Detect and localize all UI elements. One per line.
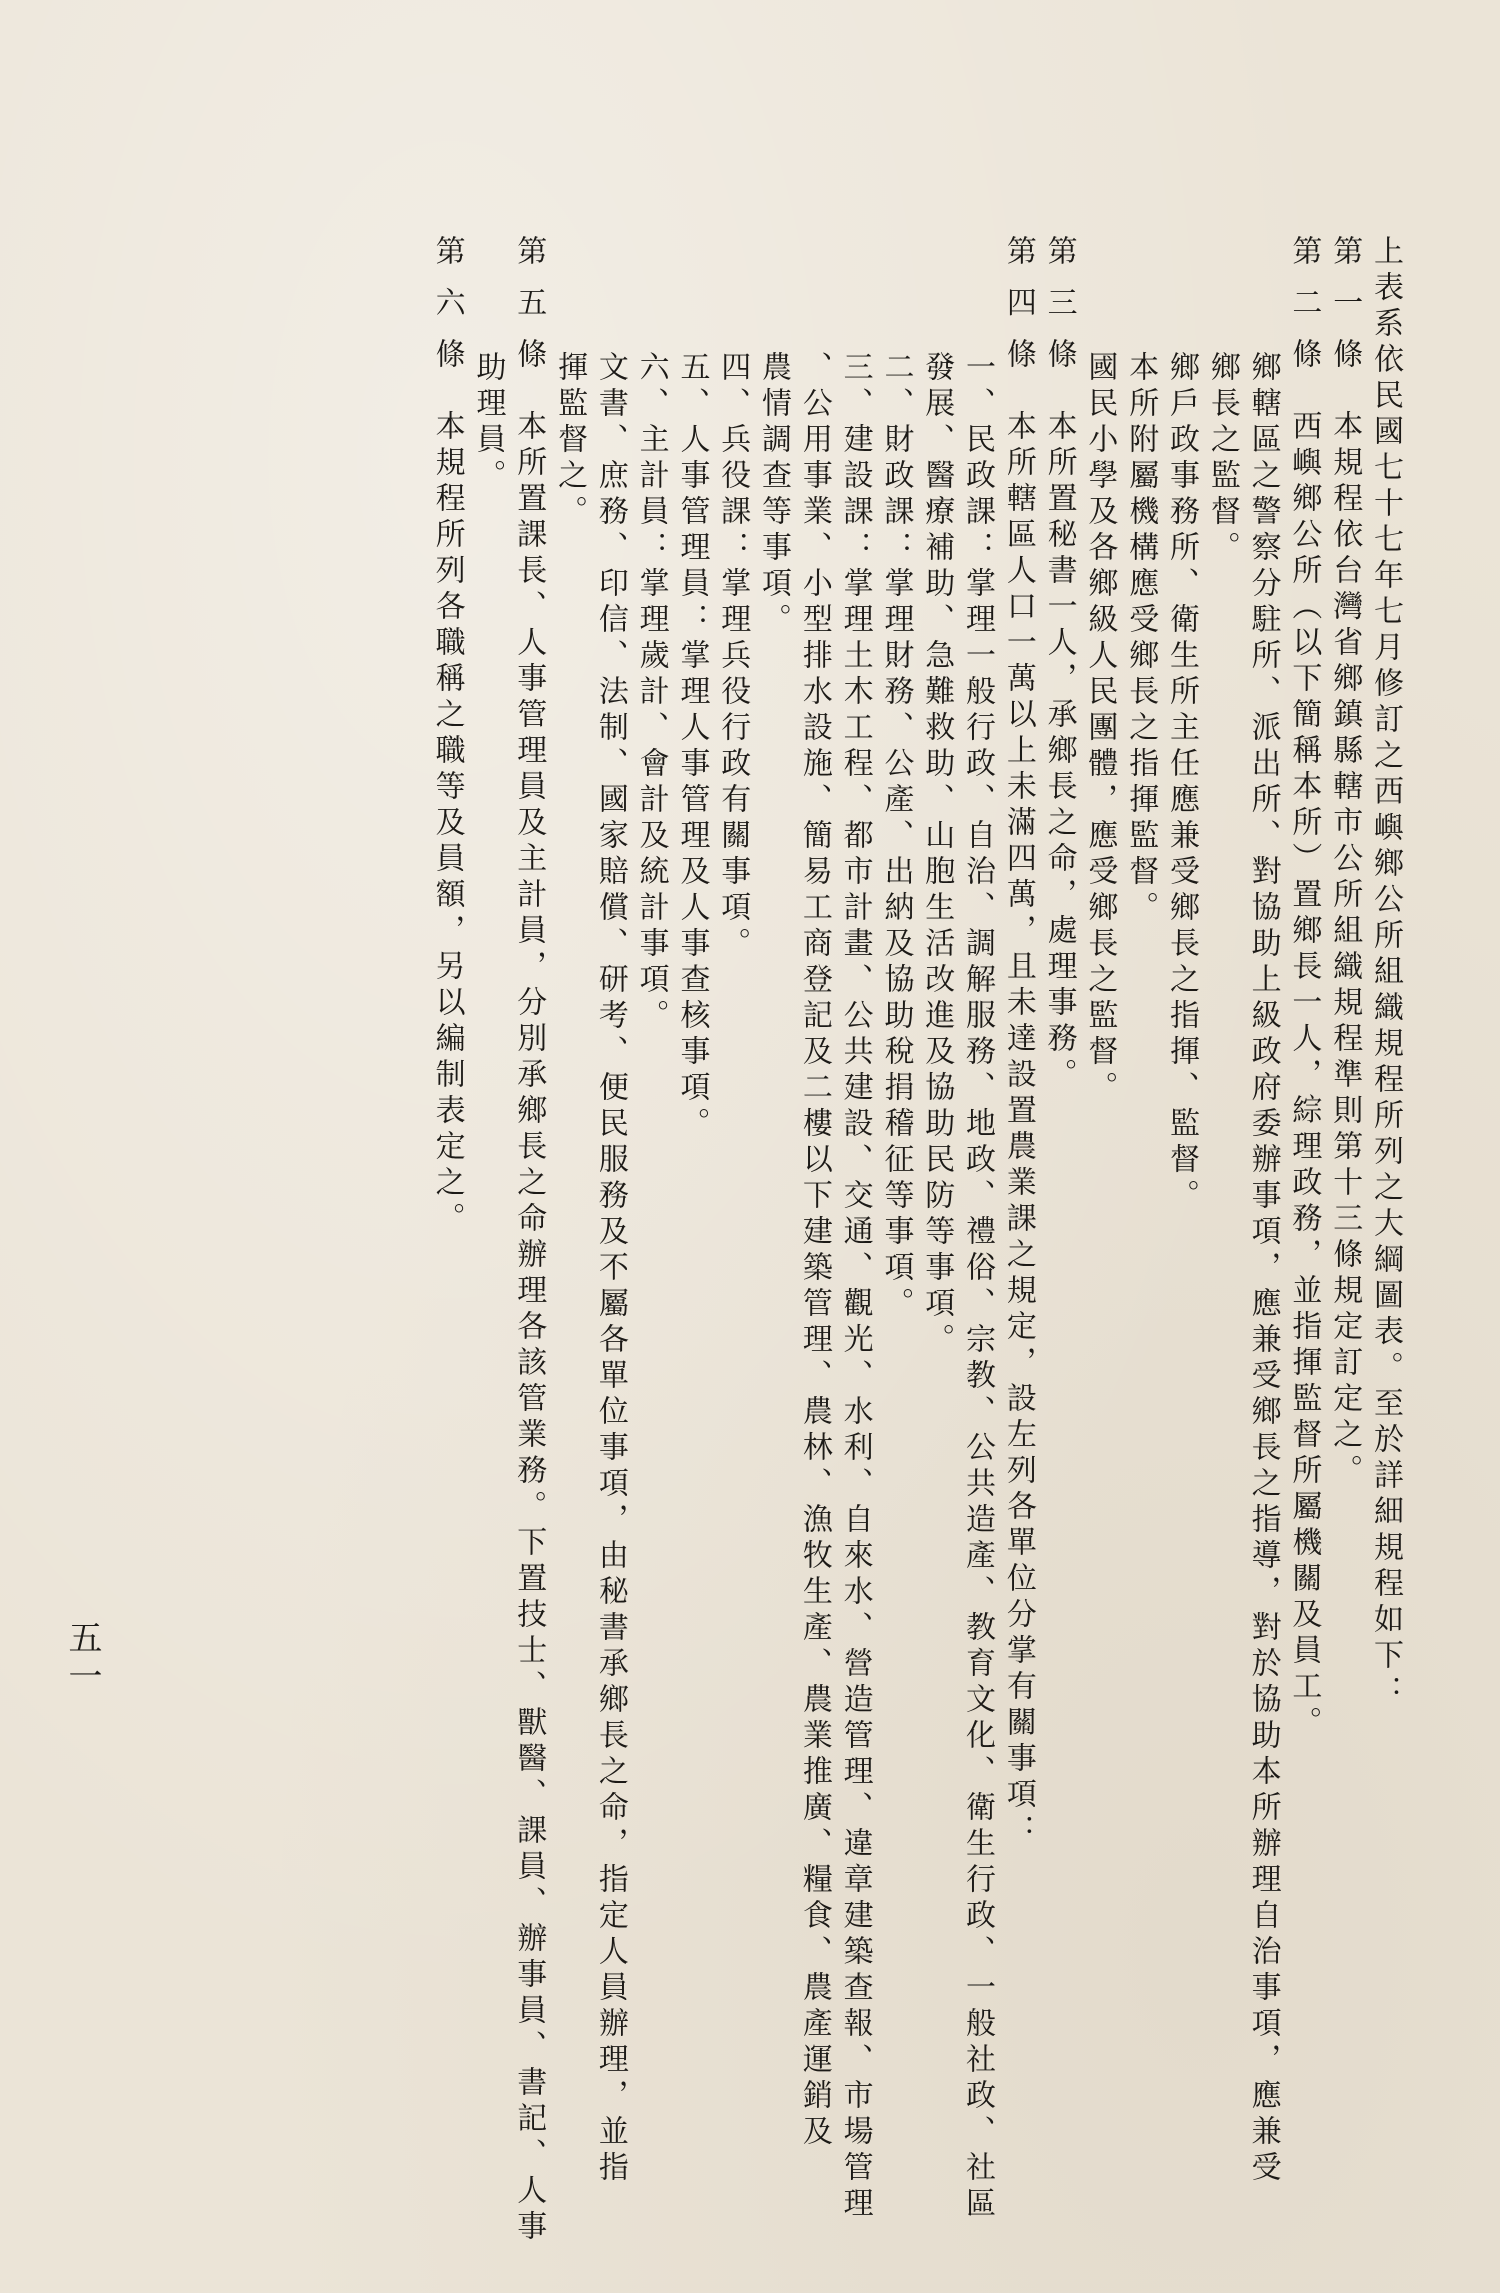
article-4-clause-misc: 文書、庶務、印信、法制、國家賠償、研考、便民服務及不屬各單位事項，由秘書承鄉長之命，指定人員辦理，並指 xyxy=(592,350,628,2187)
article-4-item-5: 五、人事管理員：掌理人事管理及人事查核事項。 xyxy=(674,350,710,1143)
article-3: 第 三 條 本所置秘書一人，承鄉長之命，處理事務。 xyxy=(1041,235,1077,1095)
article-4-item-3-cont: 、公用事業、小型排水設施、簡易工商登記及二樓以下建築管理、農林、漁牧生產、農業推廣、糧食、農產運銷及 xyxy=(796,350,832,2151)
article-4: 第 四 條 本所轄區人口一萬以上未滿四萬，且未達設置農業課之規定，設左列各單位分掌有關事項： xyxy=(1000,235,1036,1851)
article-4-item-2: 二、財政課：掌理財務、公產、出納及協助稅捐稽征等事項。 xyxy=(878,350,914,1323)
article-4-item-1: 一、民政課：掌理一般行政、自治、調解服務、地政、禮俗、宗教、公共造產、教育文化、衛生行政、一般社政、社區 xyxy=(960,350,996,2223)
article-6: 第 六 條 本規程所列各職稱之職等及員額，另以編制表定之。 xyxy=(429,235,465,1239)
article-5-cont: 助理員。 xyxy=(470,350,506,495)
article-4-item-3-cont2: 農情調查等事項。 xyxy=(756,350,792,639)
article-5: 第 五 條 本所置課長、人事管理員及主計員，分別承鄉長之命辦理各該管業務。下置技士、獸醫、課員、辦事員、書記、人事 xyxy=(511,235,547,2247)
regulation-text xyxy=(95,235,1405,2247)
article-2: 第 二 條 西嶼鄉公所（以下簡稱本所）置鄉長一人，綜理政務，並指揮監督所屬機關及員工。 xyxy=(1286,235,1322,1743)
intro-line: 上表系依民國七十七年七月修訂之西嶼鄉公所組織規程所列之大綱圖表。至於詳細規程如下： xyxy=(1368,235,1403,1711)
article-4-item-1-cont: 發展、醫療補助、急難救助、山胞生活改進及協助民防等事項。 xyxy=(919,350,955,1359)
article-2-clause-police: 鄉轄區之警察分駐所、派出所、對協助上級政府委辦事項，應兼受鄉長之指導，對於協助本所辦理自治事項，應兼受 xyxy=(1245,350,1281,2187)
article-2-clause-police-cont: 鄉長之監督。 xyxy=(1204,350,1240,567)
article-2-clause-schools: 國民小學及各鄉級人民團體，應受鄉長之監督。 xyxy=(1082,350,1118,1107)
article-4-item-4: 四、兵役課：掌理兵役行政有關事項。 xyxy=(715,350,751,963)
article-4-clause-misc-cont: 揮監督之。 xyxy=(552,350,588,531)
article-1: 第 一 條 本規程依台灣省鄉鎮縣轄市公所組織規程準則第十三條規定訂定之。 xyxy=(1327,235,1363,1491)
article-4-item-6: 六、主計員：掌理歲計、會計及統計事項。 xyxy=(633,350,669,1035)
article-2-clause-household: 鄉戶政事務所、衛生所主任應兼受鄉長之指揮、監督。 xyxy=(1164,350,1200,1215)
article-2-clause-affiliated: 本所附屬機構應受鄉長之指揮監督。 xyxy=(1123,350,1159,927)
page-number: 五一 xyxy=(62,1620,102,1696)
article-4-item-3: 三、建設課：掌理土木工程、都市計畫、公共建設、交通、觀光、水利、自來水、營造管理、違章建築查報、市場管理 xyxy=(837,350,873,2223)
